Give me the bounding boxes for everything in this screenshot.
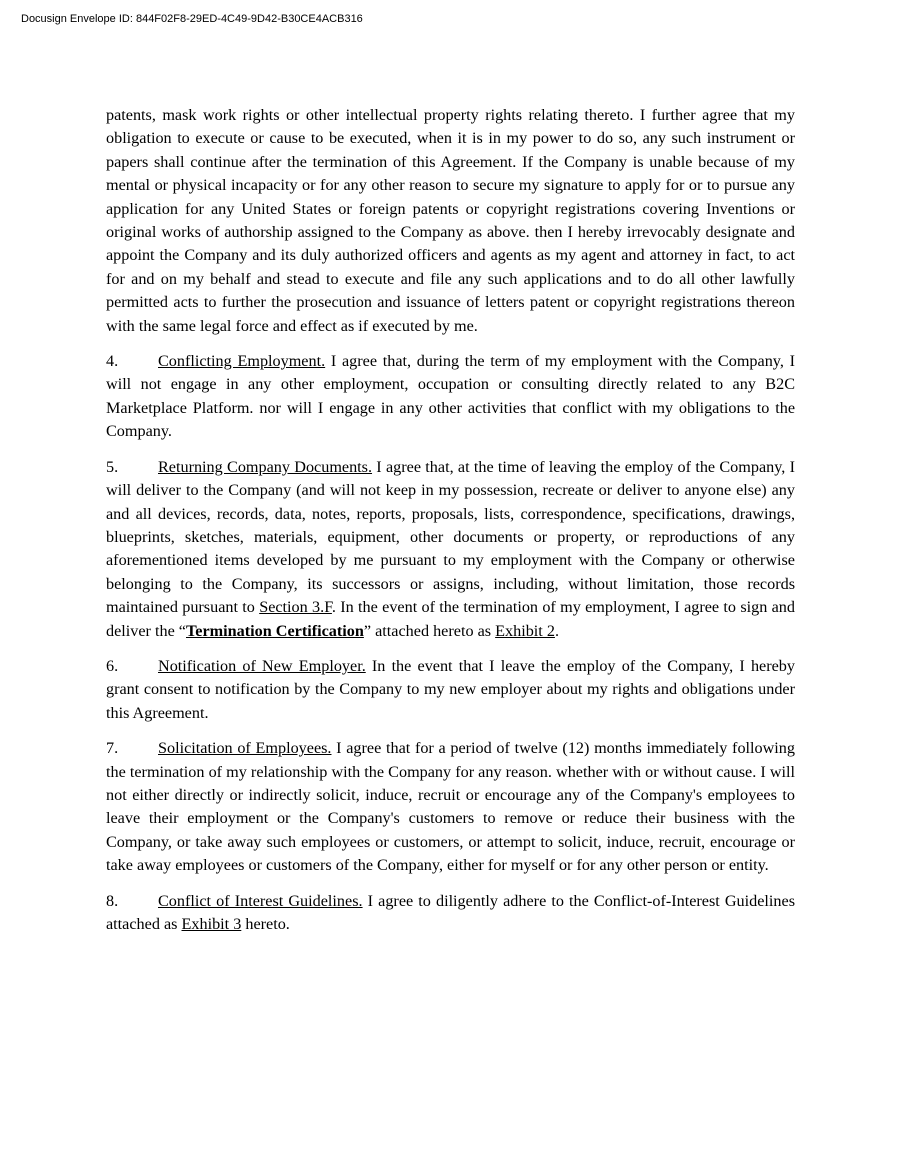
- section-7-number: 7.: [106, 739, 119, 758]
- section-4-number: 4.: [106, 352, 119, 371]
- document-body: [106, 104, 795, 948]
- section-8-number: 8.: [106, 891, 119, 910]
- continuation-paragraph: patents, mask work rights or other intellectual property rights relating thereto. I further agree that my obligation to execute or cause to be executed, when it is in my power to do so, any such instrument or papers shall continue after the termination of this Agreement. If the Company is unable because of my mental or physical incapacity or for any other reason to secure my signature to apply for or to pursue any application for any United States or foreign patents or copyright registrations covering Inventions or original works of authorship assigned to the Company as above. then I hereby irrevocably designate and appoint the Company and its duly authorized officers and agents as my agent and attorney in fact, to act for and on my behalf and stead to execute and file any such applications and to do all other lawfully permitted acts to further the prosecution and issuance of letters patent or copyright registrations thereon with the same legal force and effect as if executed by me.: [106, 106, 795, 335]
- section-4-heading: Conflicting Employment.: [158, 352, 326, 371]
- section-8: [106, 890, 795, 937]
- section-5-text-3: ” attached hereto as: [363, 621, 496, 640]
- exhibit-2-reference: Exhibit 2: [495, 621, 555, 640]
- section-7-heading: Solicitation of Employees.: [158, 739, 332, 758]
- envelope-id: Docusign Envelope ID: 844F02F8-29ED-4C49-9D42-B30CE4ACB316: [21, 13, 363, 25]
- section-3f-reference: Section 3.F: [259, 598, 332, 617]
- section-6: [106, 655, 795, 725]
- section-5-number: 5.: [106, 457, 119, 476]
- section-5-heading: Returning Company Documents.: [158, 457, 373, 476]
- section-6-number: 6.: [106, 656, 119, 675]
- section-5-text-4: .: [554, 621, 559, 640]
- termination-certification-term: Termination Certification: [186, 621, 364, 640]
- section-5-text-1: I agree that, at the time of leaving the employ of the Company, I will deliver to the Company (and will not keep in my possession, recreate or deliver to anyone else) any and all devices, records, data, notes, reports, proposals, lists, correspondence, specifications, drawings, blueprints, sketches, materials, equipment, other documents or property, or reproductions of any aforementioned items developed by me pursuant to my employment with the Company or otherwise belonging to the Company, its successors or assigns, including, without limitation, those records maintained pursuant to: [106, 457, 795, 617]
- section-8-text-2: hereto.: [241, 915, 290, 933]
- section-8-text-1: I agree to diligently adhere to the Conflict-of-Interest Guidelines attached as: [106, 891, 795, 933]
- section-7-text: I agree that for a period of twelve (12) months immediately following the termination of my relationship with the Company for any reason. whether with or without cause. I will not either directly or indirectly solicit, induce, recruit or encourage any of the Company's employees to leave their employment or the Company's customers to remove or reduce their business with the Company, or take away such employees or customers, or attempt to solicit, induce, recruit, encourage or take away employees or customers of the Company, either for myself or for any other person or entity.: [106, 739, 795, 875]
- section-8-heading: Conflict of Interest Guidelines.: [158, 891, 363, 910]
- section-5: [106, 456, 795, 643]
- section-4: [106, 350, 795, 444]
- section-5-text-2: . In the event of the termination of my employment, I agree to sign and deliver the “: [106, 598, 795, 640]
- section-4-text: I agree that, during the term of my employment with the Company, I will not engage in any other employment, occupation or consulting directly related to any B2C Marketplace Platform. nor will I engage in any other activities that conflict with my obligations to the Company.: [106, 352, 795, 441]
- section-6-heading: Notification of New Employer.: [158, 656, 366, 675]
- section-7: [106, 737, 795, 877]
- section-6-text: In the event that I leave the employ of the Company, I hereby grant consent to notification by the Company to my new employer about my rights and obligations under this Agreement.: [106, 656, 795, 722]
- exhibit-3-reference: Exhibit 3: [181, 915, 242, 933]
